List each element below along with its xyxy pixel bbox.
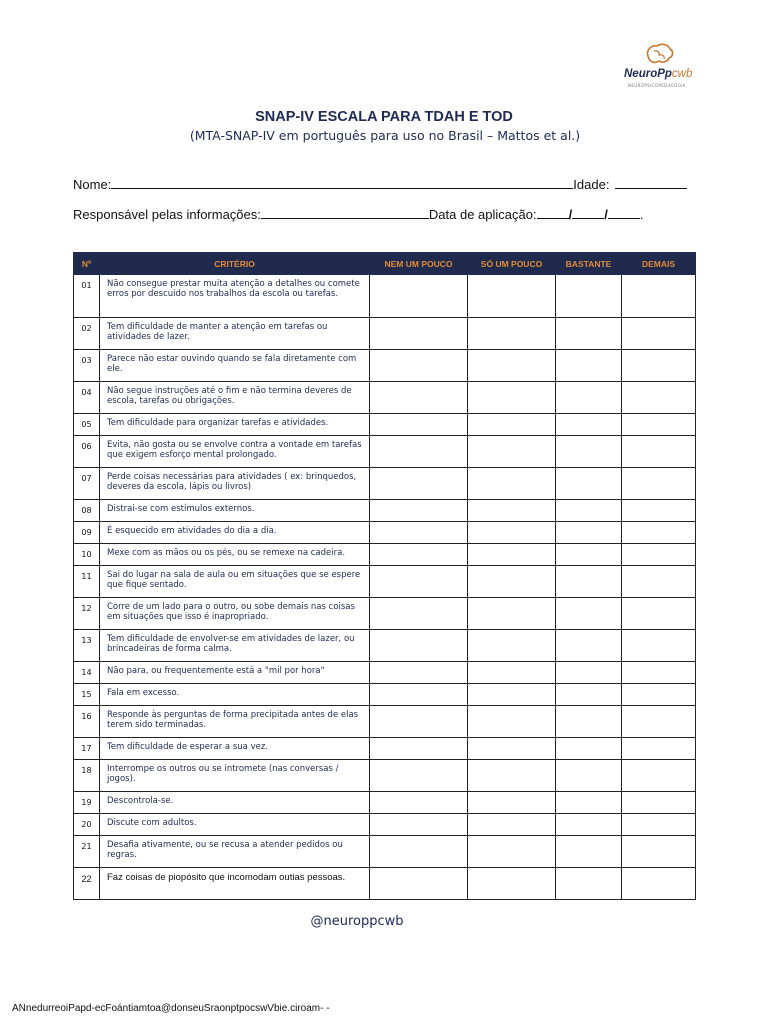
answer-cell-so-um-pouco[interactable] xyxy=(468,436,556,468)
answer-cell-demais[interactable] xyxy=(622,436,696,468)
row-criterio: Parece não estar ouvindo quando se fala diretamente com ele. xyxy=(100,350,370,382)
answer-cell-nem-um-pouco[interactable] xyxy=(370,414,468,436)
answer-cell-demais[interactable] xyxy=(622,662,696,684)
answer-cell-bastante[interactable] xyxy=(556,275,622,318)
footer-text: ANnedurreoiPapd-ecFoántiamtoa@donseuSraonptpocswVbie.ciroam- - xyxy=(12,1003,330,1014)
row-criterio: Descontrola-se. xyxy=(100,792,370,814)
table-row xyxy=(74,760,696,792)
answer-cell-nem-um-pouco[interactable] xyxy=(370,684,468,706)
answer-cell-bastante[interactable] xyxy=(556,684,622,706)
table-row xyxy=(74,414,696,436)
snap-iv-table xyxy=(73,252,696,900)
table-row xyxy=(74,684,696,706)
row-criterio: Perde coisas necessárias para atividades ( ex: brinquedos, deveres da escola, lápis ou livros) xyxy=(100,468,370,500)
answer-cell-so-um-pouco[interactable] xyxy=(468,382,556,414)
row-number: 10 xyxy=(74,544,100,566)
row-number: 03 xyxy=(74,350,100,382)
answer-cell-bastante[interactable] xyxy=(556,500,622,522)
answer-cell-bastante[interactable] xyxy=(556,598,622,630)
answer-cell-demais[interactable] xyxy=(622,382,696,414)
header-nem-um-pouco: NEM UM POUCO xyxy=(370,253,468,275)
row-number: 15 xyxy=(74,684,100,706)
answer-cell-nem-um-pouco[interactable] xyxy=(370,544,468,566)
answer-cell-so-um-pouco[interactable] xyxy=(468,468,556,500)
data-label: Data de aplicação: xyxy=(428,207,537,222)
answer-cell-nem-um-pouco[interactable] xyxy=(370,350,468,382)
responsavel-field[interactable] xyxy=(261,207,429,219)
answer-cell-so-um-pouco[interactable] xyxy=(468,275,556,318)
answer-cell-nem-um-pouco[interactable] xyxy=(370,814,468,836)
answer-cell-demais[interactable] xyxy=(622,522,696,544)
row-criterio: Fala em excesso. xyxy=(100,684,370,706)
answer-cell-demais[interactable] xyxy=(622,706,696,738)
answer-cell-nem-um-pouco[interactable] xyxy=(370,662,468,684)
answer-cell-so-um-pouco[interactable] xyxy=(468,814,556,836)
answer-cell-bastante[interactable] xyxy=(556,662,622,684)
table-row xyxy=(74,500,696,522)
answer-cell-demais[interactable] xyxy=(622,500,696,522)
row-criterio: Discute com adultos. xyxy=(100,814,370,836)
page-title: SNAP-IV ESCALA PARA TDAH E TOD xyxy=(255,109,513,125)
table-row xyxy=(74,468,696,500)
row-number: 11 xyxy=(74,566,100,598)
row-criterio: Tem dificuldade de manter a atenção em tarefas ou atividades de lazer. xyxy=(100,318,370,350)
answer-cell-demais[interactable] xyxy=(622,836,696,868)
answer-cell-bastante[interactable] xyxy=(556,706,622,738)
answer-cell-demais[interactable] xyxy=(622,544,696,566)
answer-cell-nem-um-pouco[interactable] xyxy=(370,760,468,792)
answer-cell-so-um-pouco[interactable] xyxy=(468,738,556,760)
row-number: 08 xyxy=(74,500,100,522)
row-criterio: Desafia ativamente, ou se recusa a atender pedidos ou regras. xyxy=(100,836,370,868)
row-number: 14 xyxy=(74,662,100,684)
answer-cell-demais[interactable] xyxy=(622,566,696,598)
answer-cell-bastante[interactable] xyxy=(556,792,622,814)
answer-cell-nem-um-pouco[interactable] xyxy=(370,738,468,760)
nome-label: Nome: xyxy=(73,177,112,192)
logo-tagline: NEUROPSICOPEDAGOGIA xyxy=(628,83,686,88)
header-so-um-pouco: SÓ UM POUCO xyxy=(468,253,556,275)
answer-cell-demais[interactable] xyxy=(622,814,696,836)
row-criterio: Corre de um lado para o outro, ou sobe demais nas coisas em situações que isso é inapropriado. xyxy=(100,598,370,630)
logo-brand-suffix: cwb xyxy=(671,68,693,80)
answer-cell-nem-um-pouco[interactable] xyxy=(370,792,468,814)
table-row xyxy=(74,836,696,868)
answer-cell-nem-um-pouco[interactable] xyxy=(370,318,468,350)
row-number: 17 xyxy=(74,738,100,760)
social-handle: @neuroppcwb xyxy=(310,914,404,929)
answer-cell-nem-um-pouco[interactable] xyxy=(370,566,468,598)
answer-cell-bastante[interactable] xyxy=(556,436,622,468)
responsavel-label: Responsável pelas informações: xyxy=(73,207,261,222)
answer-cell-so-um-pouco[interactable] xyxy=(468,792,556,814)
row-number: 02 xyxy=(74,318,100,350)
answer-cell-demais[interactable] xyxy=(622,318,696,350)
table-row xyxy=(74,350,696,382)
row-number: 20 xyxy=(74,814,100,836)
row-criterio: Interrompe os outros ou se intromete (nas conversas / jogos). xyxy=(100,760,370,792)
row-number: 16 xyxy=(74,706,100,738)
answer-cell-nem-um-pouco[interactable] xyxy=(370,706,468,738)
answer-cell-so-um-pouco[interactable] xyxy=(468,566,556,598)
header-demais: DEMAIS xyxy=(622,253,696,275)
answer-cell-nem-um-pouco[interactable] xyxy=(370,382,468,414)
idade-field[interactable] xyxy=(615,177,687,189)
answer-cell-demais[interactable] xyxy=(622,684,696,706)
answer-cell-nem-um-pouco[interactable] xyxy=(370,468,468,500)
answer-cell-nem-um-pouco[interactable] xyxy=(370,522,468,544)
table-row xyxy=(74,318,696,350)
table-row xyxy=(74,275,696,318)
row-criterio: Evita, não gosta ou se envolve contra a vontade em tarefas que exigem esforço mental prolongado. xyxy=(100,436,370,468)
logo-brand: NeuroPpcwb xyxy=(624,68,693,80)
row-criterio: Sai do lugar na sala de aula ou em situações que se espere que fique sentado. xyxy=(100,566,370,598)
nome-field[interactable] xyxy=(111,177,573,189)
answer-cell-demais[interactable] xyxy=(622,350,696,382)
answer-cell-bastante[interactable] xyxy=(556,836,622,868)
table-row xyxy=(74,814,696,836)
header-bastante: BASTANTE xyxy=(556,253,622,275)
table-row xyxy=(74,598,696,630)
answer-cell-so-um-pouco[interactable] xyxy=(468,706,556,738)
answer-cell-nem-um-pouco[interactable] xyxy=(370,500,468,522)
answer-cell-demais[interactable] xyxy=(622,738,696,760)
answer-cell-bastante[interactable] xyxy=(556,414,622,436)
data-sep-2: / xyxy=(604,207,608,222)
data-day-field[interactable] xyxy=(537,207,569,219)
table-row xyxy=(74,792,696,814)
row-criterio: Não para, ou frequentemente está a "mil por hora" xyxy=(100,662,370,684)
table-row xyxy=(74,522,696,544)
header-num: Nº xyxy=(74,253,100,275)
table-row xyxy=(74,738,696,760)
answer-cell-so-um-pouco[interactable] xyxy=(468,318,556,350)
answer-cell-demais[interactable] xyxy=(622,468,696,500)
row-number: 01 xyxy=(74,275,100,318)
neuropp-logo xyxy=(614,42,704,90)
row-number: 22 xyxy=(74,868,100,900)
answer-cell-nem-um-pouco[interactable] xyxy=(370,868,468,900)
answer-cell-so-um-pouco[interactable] xyxy=(468,836,556,868)
row-number: 21 xyxy=(74,836,100,868)
nome-line xyxy=(73,177,687,192)
row-number: 18 xyxy=(74,760,100,792)
table-row xyxy=(74,566,696,598)
answer-cell-bastante[interactable] xyxy=(556,468,622,500)
row-number: 06 xyxy=(74,436,100,468)
answer-cell-bastante[interactable] xyxy=(556,318,622,350)
row-criterio: Não consegue prestar muita atenção a detalhes ou comete erros por descuido nos trabalhos da escola ou tarefas. xyxy=(100,275,370,318)
answer-cell-demais[interactable] xyxy=(622,792,696,814)
row-number: 12 xyxy=(74,598,100,630)
answer-cell-bastante[interactable] xyxy=(556,630,622,662)
table-row xyxy=(74,544,696,566)
row-number: 05 xyxy=(74,414,100,436)
row-number: 13 xyxy=(74,630,100,662)
row-number: 04 xyxy=(74,382,100,414)
table-row xyxy=(74,436,696,468)
header-criterio: CRITÉRIO xyxy=(100,253,370,275)
answer-cell-so-um-pouco[interactable] xyxy=(468,522,556,544)
answer-cell-demais[interactable] xyxy=(622,414,696,436)
table-row xyxy=(74,868,696,900)
table-header-row xyxy=(74,253,696,275)
row-criterio: Tem dificuldade para organizar tarefas e atividades. xyxy=(100,414,370,436)
answer-cell-bastante[interactable] xyxy=(556,350,622,382)
row-number: 07 xyxy=(74,468,100,500)
table-row xyxy=(74,706,696,738)
answer-cell-so-um-pouco[interactable] xyxy=(468,544,556,566)
row-criterio: Não segue instruções até o fim e não termina deveres de escola, tarefas ou obrigações. xyxy=(100,382,370,414)
row-number: 19 xyxy=(74,792,100,814)
answer-cell-bastante[interactable] xyxy=(556,566,622,598)
answer-cell-nem-um-pouco[interactable] xyxy=(370,275,468,318)
row-criterio: Distrai-se com estímulos externos. xyxy=(100,500,370,522)
answer-cell-nem-um-pouco[interactable] xyxy=(370,436,468,468)
answer-cell-bastante[interactable] xyxy=(556,814,622,836)
answer-cell-so-um-pouco[interactable] xyxy=(468,630,556,662)
data-month-field[interactable] xyxy=(572,207,604,219)
brain-icon xyxy=(642,42,676,68)
answer-cell-nem-um-pouco[interactable] xyxy=(370,836,468,868)
page-subtitle: (MTA-SNAP-IV em português para uso no Brasil – Mattos et al.) xyxy=(189,128,581,143)
answer-cell-so-um-pouco[interactable] xyxy=(468,414,556,436)
answer-cell-bastante[interactable] xyxy=(556,868,622,900)
answer-cell-so-um-pouco[interactable] xyxy=(468,598,556,630)
answer-cell-nem-um-pouco[interactable] xyxy=(370,630,468,662)
answer-cell-demais[interactable] xyxy=(622,760,696,792)
row-criterio: Tem dificuldade de esperar a sua vez. xyxy=(100,738,370,760)
answer-cell-bastante[interactable] xyxy=(556,738,622,760)
answer-cell-bastante[interactable] xyxy=(556,522,622,544)
table-row xyxy=(74,382,696,414)
answer-cell-so-um-pouco[interactable] xyxy=(468,500,556,522)
answer-cell-so-um-pouco[interactable] xyxy=(468,350,556,382)
answer-cell-so-um-pouco[interactable] xyxy=(468,662,556,684)
answer-cell-demais[interactable] xyxy=(622,630,696,662)
table-row xyxy=(74,630,696,662)
data-sep-1: / xyxy=(568,207,573,222)
answer-cell-so-um-pouco[interactable] xyxy=(468,868,556,900)
table-row xyxy=(74,662,696,684)
responsavel-line xyxy=(73,207,643,222)
answer-cell-bastante[interactable] xyxy=(556,544,622,566)
row-number: 09 xyxy=(74,522,100,544)
data-year-field[interactable] xyxy=(608,207,640,219)
row-criterio: Tem dificuldade de envolver-se em atividades de lazer, ou brincadeiras de forma calma. xyxy=(100,630,370,662)
answer-cell-bastante[interactable] xyxy=(556,760,622,792)
answer-cell-so-um-pouco[interactable] xyxy=(468,760,556,792)
row-criterio: Faz coisas de piopósito que incomodam outias pessoas. xyxy=(100,868,370,900)
answer-cell-bastante[interactable] xyxy=(556,382,622,414)
row-criterio: É esquecido em atividades do dia a dia. xyxy=(100,522,370,544)
answer-cell-demais[interactable] xyxy=(622,598,696,630)
row-criterio: Responde às perguntas de forma precipitada antes de elas terem sido terminadas. xyxy=(100,706,370,738)
answer-cell-demais[interactable] xyxy=(622,868,696,900)
row-criterio: Mexe com as mãos ou os pés, ou se remexe na cadeira. xyxy=(100,544,370,566)
idade-label: Idade: xyxy=(573,177,610,192)
answer-cell-so-um-pouco[interactable] xyxy=(468,684,556,706)
answer-cell-nem-um-pouco[interactable] xyxy=(370,598,468,630)
answer-cell-demais[interactable] xyxy=(622,275,696,318)
data-end: . xyxy=(639,207,644,222)
